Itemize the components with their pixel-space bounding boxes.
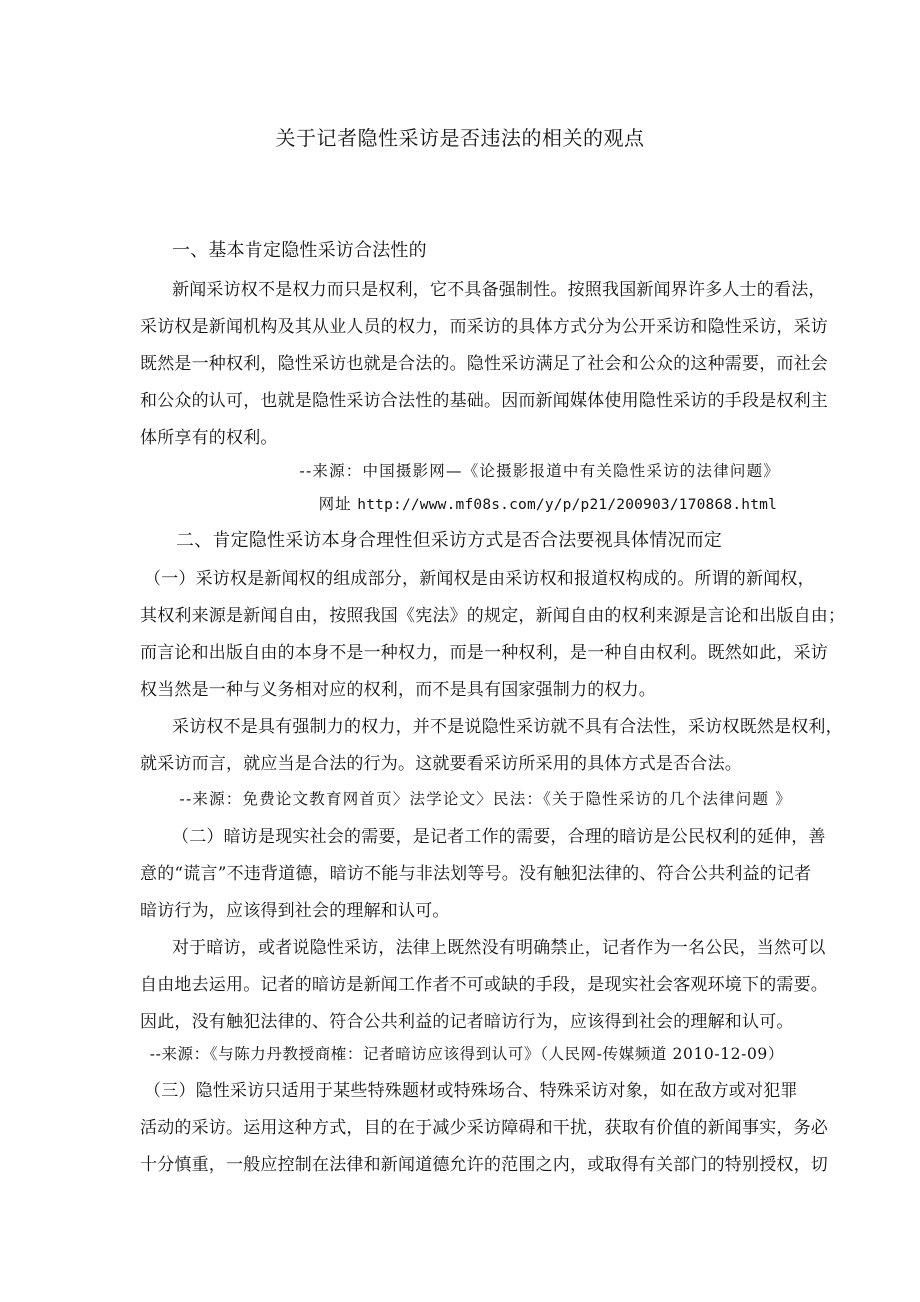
source-url-line [319, 494, 777, 515]
paragraph-line: 权当然是一种与义务相对应的权利，而不是具有国家强制力的权力。 [140, 680, 656, 700]
paragraph-line: 暗访行为，应该得到社会的理解和认可。 [140, 901, 450, 921]
paragraph-line: 其权利来源是新闻自由，按照我国《宪法》的规定，新闻自由的权利来源是言论和出版自由； [140, 606, 846, 626]
url-label: 网址 [318, 495, 352, 513]
paragraph-line: 自由地去运用。记者的暗访是新闻工作者不可或缺的手段，是现实社会客观环境下的需要。 [140, 975, 828, 995]
paragraph-line: 十分慎重，一般应控制在法律和新闻道德允许的范围之内，或取得有关部门的特别授权，切 [140, 1155, 828, 1175]
paragraph-line: 意的“谎言”不违背道德，暗访不能与非法划等号。没有触犯法律的、符合公共利益的记者 [140, 864, 812, 884]
section-1-heading: 一、基本肯定隐性采访合法性的 [172, 240, 427, 261]
paragraph-line: 采访权是新闻机构及其从业人员的权力，而采访的具体方式分为公开采访和隐性采访，采访 [140, 317, 828, 337]
paragraph-line: 活动的采访。运用这种方式，目的在于减少采访障碍和干扰，获取有价值的新闻事实，务必 [140, 1118, 828, 1138]
document-title: 关于记者隐性采访是否违法的相关的观点 [275, 126, 645, 150]
section-2-heading: 二、肯定隐性采访本身合理性但采访方式是否合法要视具体情况而定 [176, 530, 722, 551]
paragraph-line: 就采访而言，就应当是合法的行为。这就要看采访所采用的具体方式是否合法。 [140, 754, 742, 774]
paragraph-line: 而言论和出版自由的本身不是一种权力，而是一种权利，是一种自由权利。既然如此，采访 [140, 643, 828, 663]
paragraph-line: 对于暗访，或者说隐性采访，法律上既然没有明确禁止，记者作为一名公民，当然可以 [172, 938, 826, 958]
source-citation: --来源：《与陈力丹教授商榷：记者暗访应该得到认可》（人民网-传媒频道 2010-12-09） [149, 1045, 784, 1063]
paragraph-line: （二）暗访是现实社会的需要，是记者工作的需要，合理的暗访是公民权利的延伸，善 [172, 827, 826, 847]
paragraph-line: 既然是一种权利，隐性采访也就是合法的。隐性采访满足了社会和公众的这种需要，而社会 [140, 354, 828, 374]
paragraph-line: 体所享有的权利。 [140, 428, 278, 448]
paragraph-line: 采访权不是具有强制力的权力，并不是说隐性采访就不具有合法性，采访权既然是权利， [172, 717, 843, 737]
source-url[interactable]: http://www.mf08s.com/y/p/p21/200903/170868.html [357, 497, 777, 513]
paragraph-line: （三）隐性采访只适用于某些特殊题材或特殊场合、特殊采访对象，如在敌方或对犯罪 [144, 1081, 798, 1101]
paragraph-line: 和公众的认可，也就是隐性采访合法性的基础。因而新闻媒体使用隐性采访的手段是权利主 [140, 391, 828, 411]
paragraph-line: 新闻采访权不是权力而只是权利，它不具备强制性。按照我国新闻界许多人士的看法， [172, 280, 826, 300]
paragraph-line: 因此，没有触犯法律的、符合公共利益的记者暗访行为，应该得到社会的理解和认可。 [140, 1012, 794, 1032]
source-citation: --来源：中国摄影网—《论摄影报道中有关隐性采访的法律问题》 [299, 462, 780, 480]
paragraph-line: （一）采访权是新闻权的组成部分，新闻权是由采访权和报道权构成的。所谓的新闻权， [144, 569, 815, 589]
source-citation: --来源：免费论文教育网首页〉法学论文〉民法：《关于隐性采访的几个法律问题 》 [179, 790, 792, 808]
